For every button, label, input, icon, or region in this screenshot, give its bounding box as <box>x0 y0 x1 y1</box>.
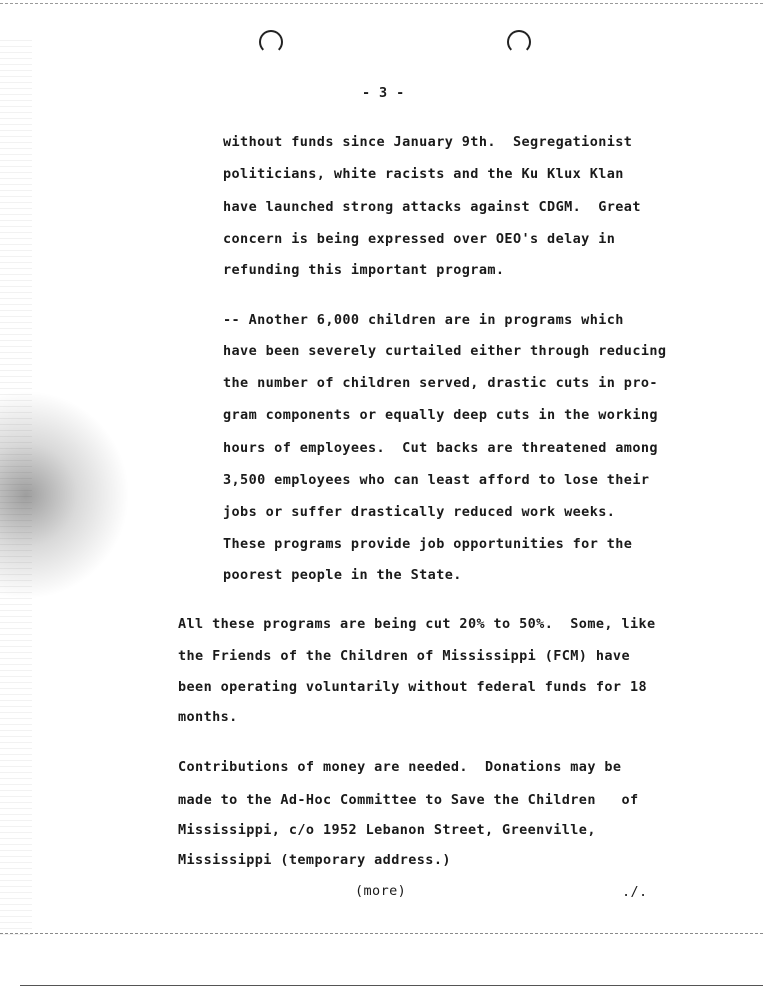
paragraph-2-line: hours of employees. Cut backs are threatened among <box>223 440 658 456</box>
paragraph-1-line: refunding this important program. <box>223 262 505 278</box>
scan-top-border <box>0 3 763 4</box>
paragraph-4-line: Mississippi (temporary address.) <box>178 852 451 868</box>
continuation-mark: ./. <box>622 884 648 900</box>
paragraph-2-line: have been severely curtailed either through reducing <box>223 343 667 359</box>
paragraph-4-line: made to the Ad-Hoc Committee to Save the Children of <box>178 792 639 808</box>
paragraph-4-line: Contributions of money are needed. Donations may be <box>178 759 622 775</box>
paragraph-2-line: the number of children served, drastic cuts in pro- <box>223 375 658 391</box>
paragraph-3-line: All these programs are being cut 20% to 50%. Some, like <box>178 616 656 632</box>
scan-bottom-line <box>0 933 763 934</box>
paragraph-2-line: -- Another 6,000 children are in programs which <box>223 312 624 328</box>
page-number: - 3 - <box>362 85 405 101</box>
paragraph-2-line: 3,500 employees who can least afford to lose their <box>223 472 650 488</box>
paragraph-3-line: been operating voluntarily without federal funds for 18 <box>178 679 648 695</box>
more-marker: (more) <box>355 883 407 899</box>
scan-smudge <box>0 390 130 600</box>
paragraph-2-line: poorest people in the State. <box>223 567 462 583</box>
paragraph-4-line: Mississippi, c/o 1952 Lebanon Street, Greenville, <box>178 822 596 838</box>
punch-hole-icon <box>507 30 531 54</box>
paragraph-1-line: without funds since January 9th. Segregationist <box>223 134 633 150</box>
paragraph-1-line: politicians, white racists and the Ku Klux Klan <box>223 166 624 182</box>
paragraph-1-line: have launched strong attacks against CDGM. Great <box>223 199 641 215</box>
paragraph-1-line: concern is being expressed over OEO's delay in <box>223 231 616 247</box>
paragraph-2-line: These programs provide job opportunities for the <box>223 536 633 552</box>
punch-hole-icon <box>259 30 283 54</box>
scan-bottom-edge <box>20 985 763 986</box>
paragraph-2-line: gram components or equally deep cuts in the working <box>223 407 658 423</box>
paragraph-3-line: months. <box>178 709 238 725</box>
paragraph-3-line: the Friends of the Children of Mississippi (FCM) have <box>178 648 630 664</box>
paragraph-2-line: jobs or suffer drastically reduced work weeks. <box>223 504 616 520</box>
